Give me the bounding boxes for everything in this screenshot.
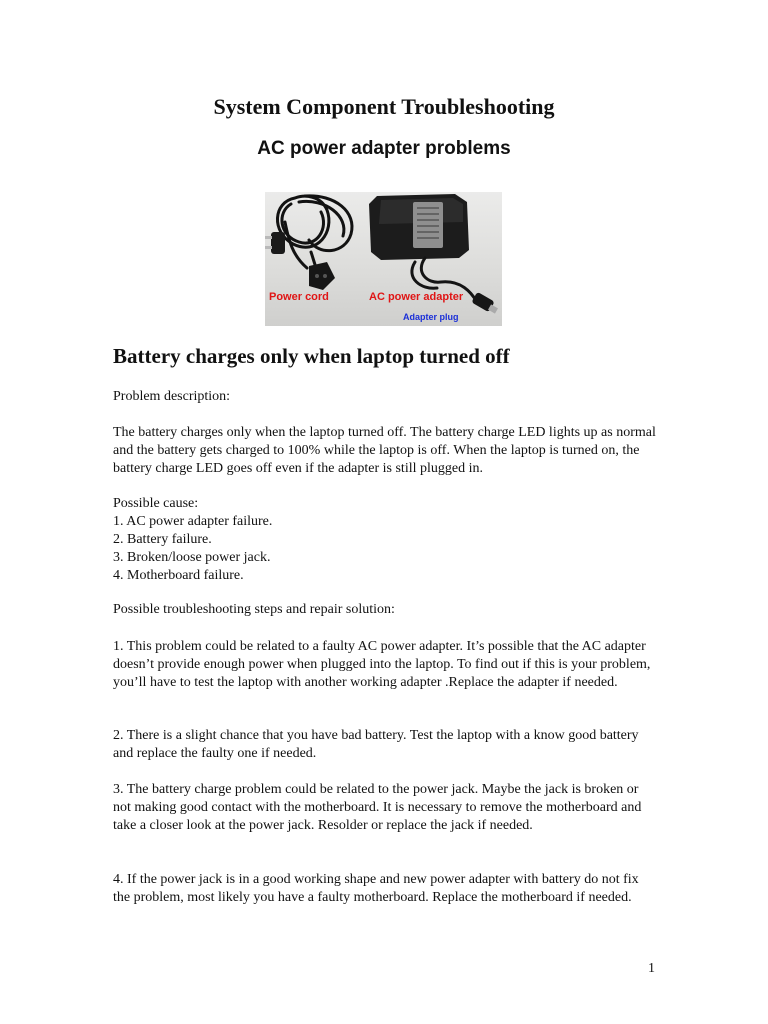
page-subtitle: AC power adapter problems [257, 138, 511, 159]
ac-adapter-label: AC power adapter [369, 291, 464, 303]
steps-label: Possible troubleshooting steps and repair solution: [113, 602, 395, 617]
cause-item: 2. Battery failure. [113, 532, 212, 547]
adapter-photo-drawing [265, 192, 502, 326]
step-item: 2. There is a slight chance that you have bad battery. Test the laptop with a know good battery and replace the faulty one if needed. [113, 728, 639, 761]
problem-text: The battery charges only when the laptop turned off. The battery charge LED lights up as normal and the battery gets charged to 100% while the laptop is off. When the laptop is turned on, the battery charge LED goes off even if the adapter is still plugged in. [113, 425, 656, 476]
power-cord-label: Power cord [269, 291, 329, 303]
cause-list [113, 513, 272, 585]
problem-label: Problem description: [113, 389, 231, 404]
cause-item: 4. Motherboard failure. [113, 568, 244, 583]
adapter-plug-label: Adapter plug [403, 312, 459, 322]
wall-plug [271, 232, 285, 254]
cause-item: 3. Broken/loose power jack. [113, 550, 271, 565]
step-item: 3. The battery charge problem could be related to the power jack. Maybe the jack is broken or not making good contact with the motherboard. It is necessary to remove the motherboard and take a closer look at the power jack. Resolder or replace the jack if needed. [113, 782, 642, 833]
adapter-brick [369, 194, 469, 260]
step-item: 4. If the power jack is in a good working shape and new power adapter with battery do not fix the problem, most likely you have a faulty motherboard. Replace the motherboard if needed. [113, 872, 639, 905]
section-heading: Battery charges only when laptop turned off [113, 344, 510, 368]
cord-connector [309, 262, 335, 290]
page-number: 1 [648, 961, 655, 976]
step-item: 1. This problem could be related to a faulty AC power adapter. It’s possible that the AC adapter doesn’t provide enough power when plugged into the laptop. To find out if this is your problem, you’ll have to test the laptop with another working adapter .Replace the adapter if needed. [113, 639, 651, 690]
cause-item: 1. AC power adapter failure. [113, 514, 273, 529]
adapter-photo [265, 192, 502, 326]
cause-label: Possible cause: [113, 496, 199, 511]
page-title: System Component Troubleshooting [213, 94, 555, 119]
